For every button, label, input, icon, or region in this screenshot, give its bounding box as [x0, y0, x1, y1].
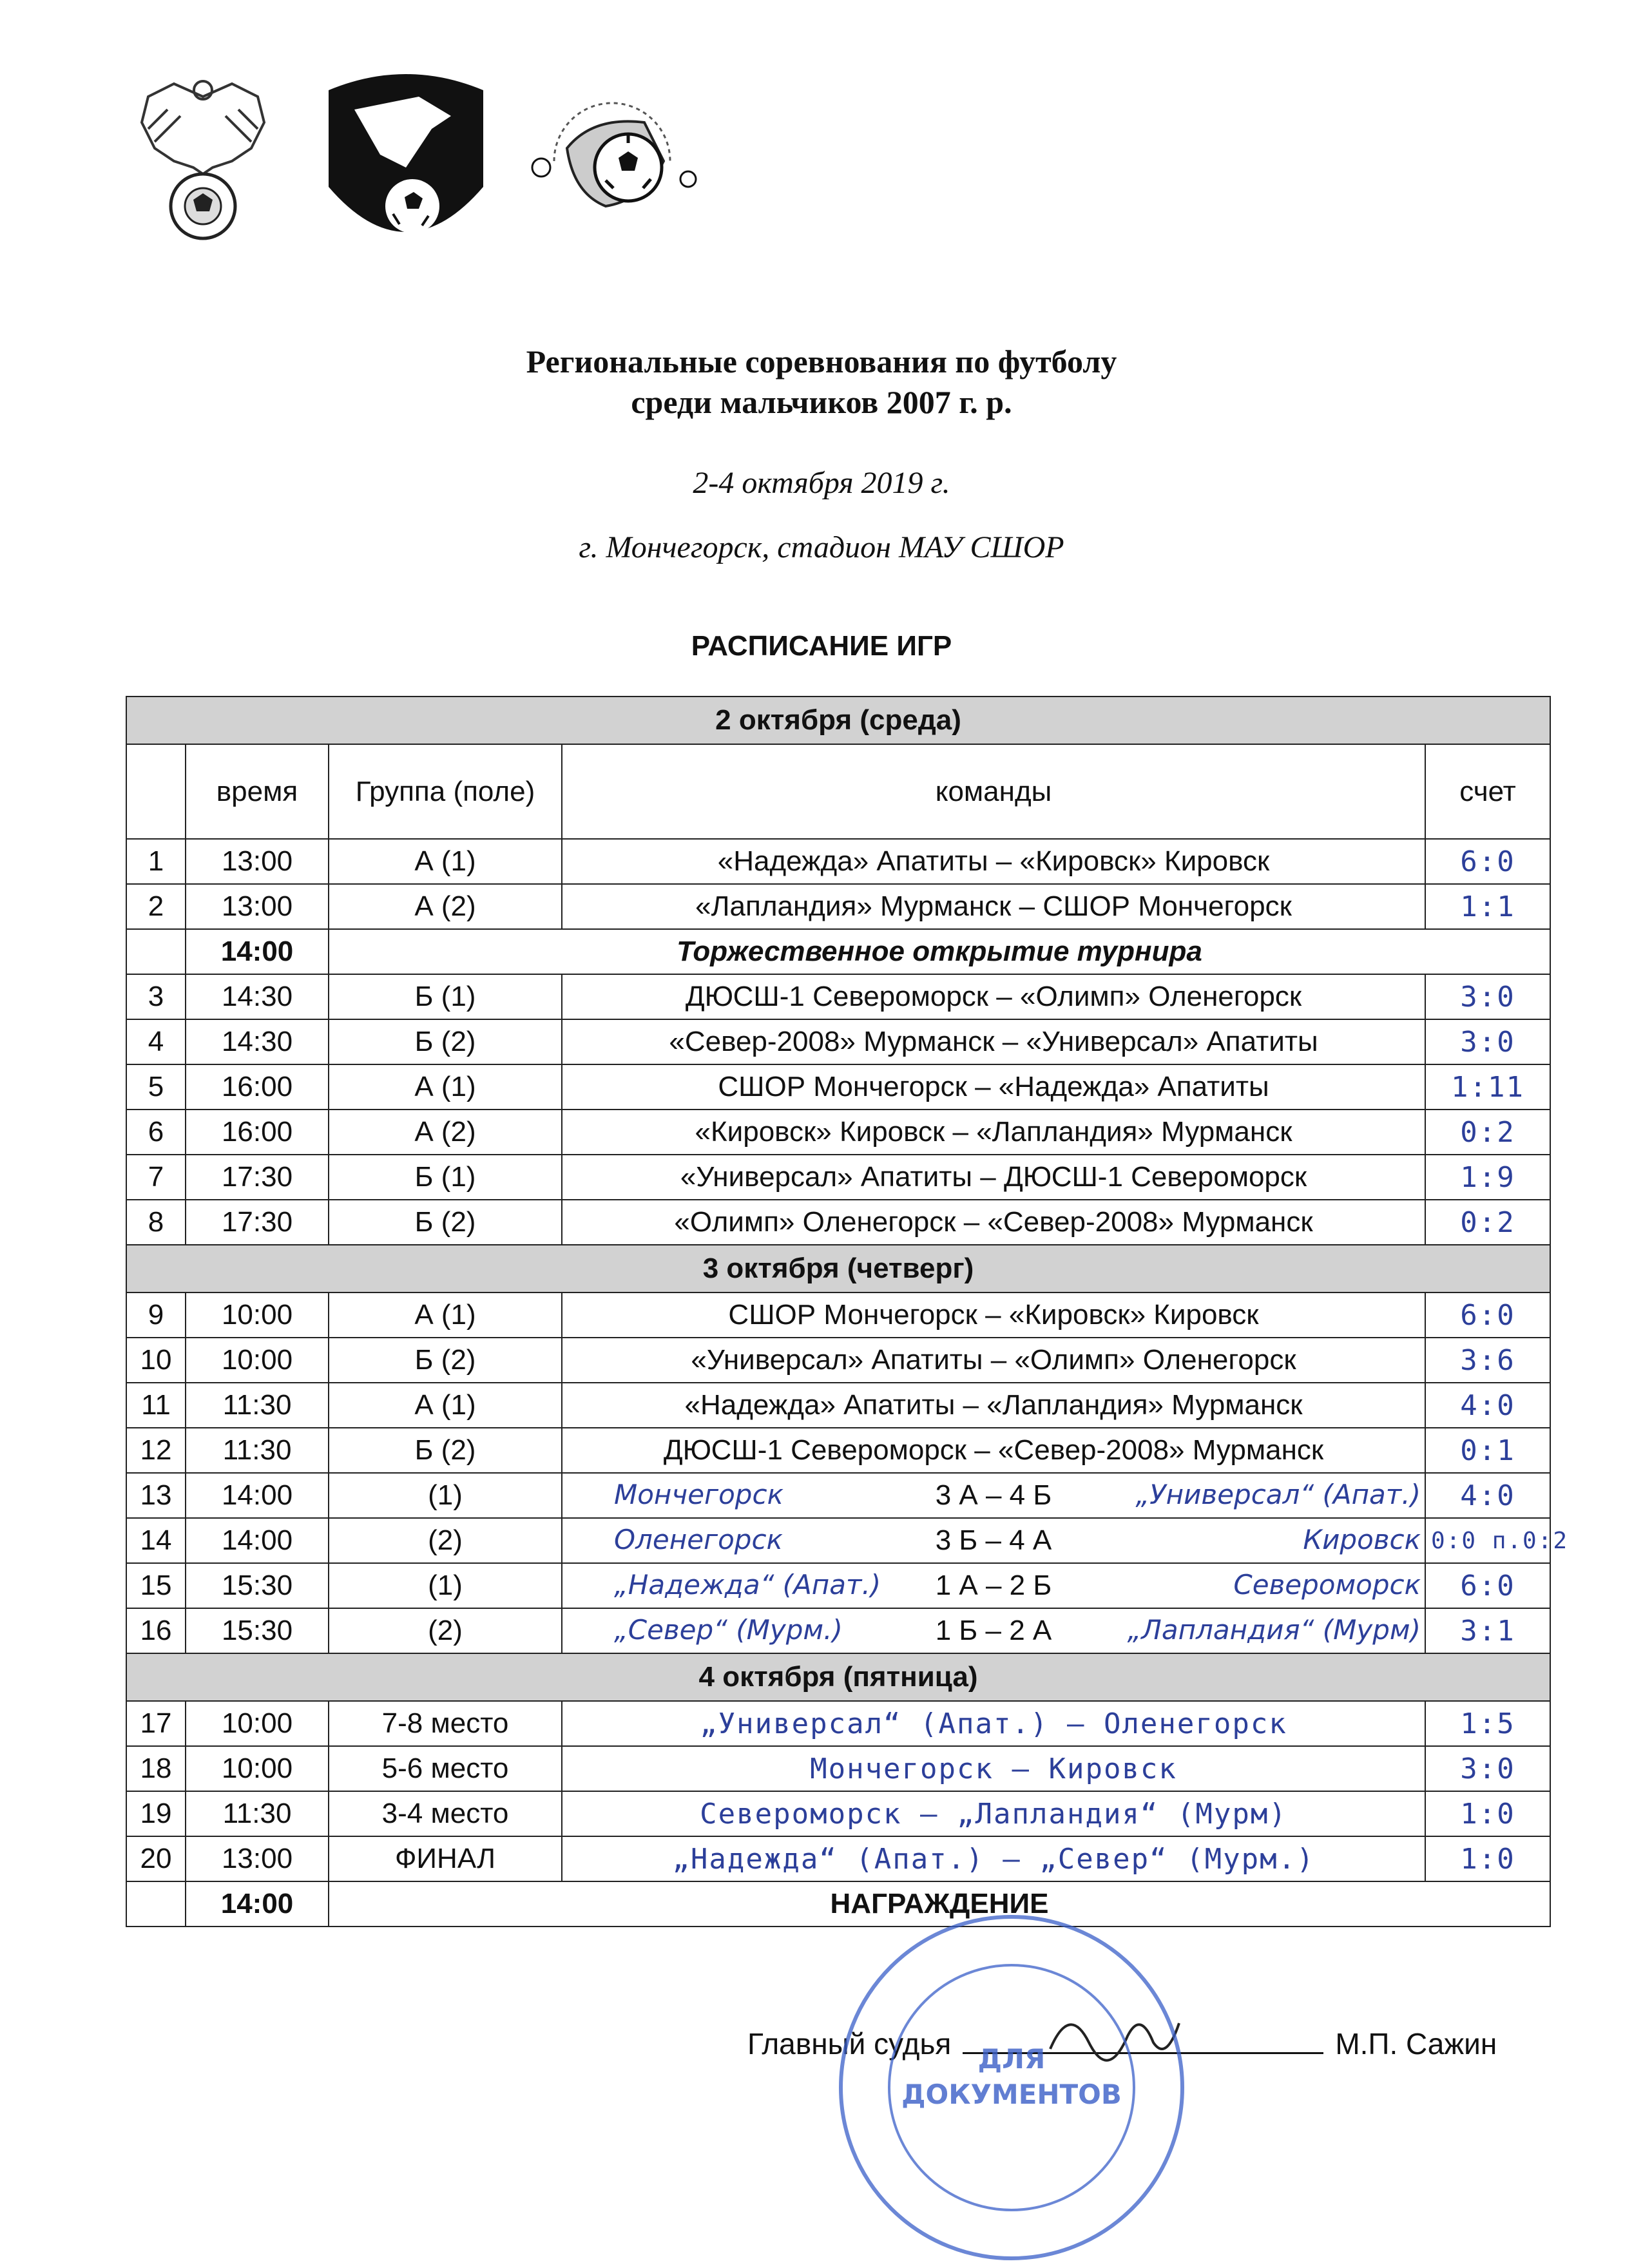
match-number: 10: [126, 1338, 186, 1383]
match-teams: „Надежда“ (Апат.) — „Север“ (Мурм.): [562, 1836, 1425, 1881]
table-row: [126, 1608, 1550, 1653]
chief-referee-label: Главный судья: [747, 2027, 952, 2061]
match-number: 4: [126, 1019, 186, 1064]
match-time: 10:00: [186, 1338, 329, 1383]
match-time: 11:30: [186, 1428, 329, 1473]
match-number: 1: [126, 839, 186, 884]
match-score: 6:0: [1425, 1293, 1550, 1338]
team-left: „Север“ (Мурм.): [614, 1614, 843, 1646]
match-number: 17: [126, 1701, 186, 1746]
table-row: [126, 884, 1550, 929]
match-time: 10:00: [186, 1746, 329, 1791]
title-line-2: среди мальчиков 2007 г. р.: [631, 384, 1012, 420]
header-score: счет: [1425, 744, 1550, 839]
match-time: 11:30: [186, 1791, 329, 1836]
table-row: [126, 839, 1550, 884]
stamp-text-1: ДЛЯ: [977, 2043, 1046, 2075]
table-row: [126, 1563, 1550, 1608]
table-row: [126, 1064, 1550, 1110]
special-text: НАГРАЖДЕНИЕ: [329, 1881, 1550, 1927]
day-label: 4 октября (пятница): [126, 1653, 1550, 1701]
table-row: [126, 974, 1550, 1019]
match-score: 3:0: [1425, 1746, 1550, 1791]
table-row: [126, 1110, 1550, 1155]
match-number: 19: [126, 1791, 186, 1836]
match-score: 1:5: [1425, 1701, 1550, 1746]
match-group: ФИНАЛ: [329, 1836, 562, 1881]
match-number: 5: [126, 1064, 186, 1110]
stamp-text-2: ДОКУМЕНТОВ: [901, 2079, 1122, 2110]
team-right: Североморск: [1233, 1569, 1421, 1600]
match-group: Б (2): [329, 1338, 562, 1383]
match-number: 18: [126, 1746, 186, 1791]
match-teams: Мончегорск — Кировск: [562, 1746, 1425, 1791]
playoff-pairing: 1 Б – 2 А: [935, 1615, 1052, 1646]
match-score: 4:0: [1425, 1383, 1550, 1428]
match-time: 14:00: [186, 1518, 329, 1563]
match-score: 1:1: [1425, 884, 1550, 929]
match-time: 10:00: [186, 1293, 329, 1338]
playoff-pairing: 3 А – 4 Б: [935, 1479, 1052, 1511]
match-group: (2): [329, 1518, 562, 1563]
match-number: 3: [126, 974, 186, 1019]
match-group: 7-8 место: [329, 1701, 562, 1746]
table-row: [126, 1200, 1550, 1245]
match-time: 16:00: [186, 1110, 329, 1155]
match-number: 12: [126, 1428, 186, 1473]
team-left: Оленегорск: [614, 1524, 783, 1555]
table-row: [126, 1428, 1550, 1473]
match-group: Б (1): [329, 1155, 562, 1200]
event-venue: г. Мончегорск, стадион МАУ СШОР: [579, 530, 1064, 564]
table-row: [126, 1791, 1550, 1836]
match-group: 5-6 место: [329, 1746, 562, 1791]
match-teams: «Надежда» Апатиты – «Лапландия» Мурманск: [562, 1383, 1425, 1428]
table-header-row: [126, 744, 1550, 839]
header-number: [126, 744, 186, 839]
match-score: 1:0: [1425, 1791, 1550, 1836]
special-time: 14:00: [186, 1881, 329, 1927]
match-teams: «Надежда» Апатиты – «Кировск» Кировск: [562, 839, 1425, 884]
match-time: 13:00: [186, 839, 329, 884]
match-group: (1): [329, 1563, 562, 1608]
match-time: 13:00: [186, 884, 329, 929]
day-row: [126, 1653, 1550, 1701]
table-row: [126, 1383, 1550, 1428]
match-time: 15:30: [186, 1608, 329, 1653]
day-row: [126, 697, 1550, 744]
table-row: [126, 1473, 1550, 1518]
header-teams: команды: [562, 744, 1425, 839]
match-score: 0:1: [1425, 1428, 1550, 1473]
match-teams: «Олимп» Оленегорск – «Север-2008» Мурманск: [562, 1200, 1425, 1245]
table-row: [126, 1518, 1550, 1563]
match-score: 1:11: [1425, 1064, 1550, 1110]
match-time: 15:30: [186, 1563, 329, 1608]
table-row: [126, 1836, 1550, 1881]
match-group: 3-4 место: [329, 1791, 562, 1836]
match-score: 0:0 п.0:2: [1425, 1518, 1550, 1563]
table-row: [126, 1155, 1550, 1200]
table-row: [126, 1293, 1550, 1338]
match-number: 16: [126, 1608, 186, 1653]
header-group: Группа (поле): [329, 744, 562, 839]
row-number-empty: [126, 929, 186, 974]
match-teams: „Универсал“ (Апат.) — Оленегорск: [562, 1701, 1425, 1746]
title-line-1: Региональные соревнования по футболу: [526, 343, 1117, 380]
match-time: 13:00: [186, 1836, 329, 1881]
match-teams: [562, 1518, 1425, 1563]
match-score: 6:0: [1425, 839, 1550, 884]
match-score: 0:2: [1425, 1110, 1550, 1155]
schedule-heading: РАСПИСАНИЕ ИГР: [691, 630, 952, 662]
day-label: 2 октября (среда): [126, 697, 1550, 744]
match-score: 6:0: [1425, 1563, 1550, 1608]
team-right: Кировск: [1303, 1524, 1421, 1555]
header-logos: [129, 71, 709, 277]
day-label: 3 октября (четверг): [126, 1245, 1550, 1293]
table-row: [126, 1338, 1550, 1383]
playoff-pairing: 3 Б – 4 А: [935, 1524, 1052, 1556]
match-teams: ДЮСШ-1 Североморск – «Олимп» Оленегорск: [562, 974, 1425, 1019]
team-right: „Универсал“ (Апат.): [1135, 1479, 1421, 1510]
match-number: 9: [126, 1293, 186, 1338]
table-row: [126, 1746, 1550, 1791]
match-teams: ДЮСШ-1 Североморск – «Север-2008» Мурманск: [562, 1428, 1425, 1473]
match-number: 2: [126, 884, 186, 929]
match-time: 10:00: [186, 1701, 329, 1746]
match-score: 3:0: [1425, 1019, 1550, 1064]
special-text: Торжественное открытие турнира: [329, 929, 1550, 974]
match-teams: «Универсал» Апатиты – «Олимп» Оленегорск: [562, 1338, 1425, 1383]
match-group: А (1): [329, 1293, 562, 1338]
match-teams: [562, 1563, 1425, 1608]
event-dates: 2-4 октября 2019 г.: [693, 466, 950, 500]
schedule-table: [126, 696, 1569, 1927]
match-group: Б (2): [329, 1019, 562, 1064]
match-score: 0:2: [1425, 1200, 1550, 1245]
match-score: 3:1: [1425, 1608, 1550, 1653]
match-group: Б (1): [329, 974, 562, 1019]
rfs-eagle-emblem-icon: [129, 71, 277, 251]
match-score: 3:0: [1425, 974, 1550, 1019]
match-group: Б (2): [329, 1428, 562, 1473]
match-teams: [562, 1608, 1425, 1653]
table-row: [126, 1019, 1550, 1064]
match-score: 1:9: [1425, 1155, 1550, 1200]
special-time: 14:00: [186, 929, 329, 974]
chief-referee-name: М.П. Сажин: [1335, 2027, 1497, 2061]
match-score: 3:6: [1425, 1338, 1550, 1383]
match-time: 16:00: [186, 1064, 329, 1110]
playoff-pairing: 1 А – 2 Б: [935, 1570, 1052, 1601]
match-number: 13: [126, 1473, 186, 1518]
team-left: „Надежда“ (Апат.): [614, 1569, 881, 1600]
match-time: 17:30: [186, 1155, 329, 1200]
match-number: 8: [126, 1200, 186, 1245]
match-score: 1:0: [1425, 1836, 1550, 1881]
team-left: Мончегорск: [614, 1479, 783, 1510]
official-stamp-icon: [831, 1907, 1192, 2268]
match-time: 17:30: [186, 1200, 329, 1245]
match-group: А (1): [329, 839, 562, 884]
row-number-empty: [126, 1881, 186, 1927]
match-score: 4:0: [1425, 1473, 1550, 1518]
match-teams: СШОР Мончегорск – «Кировск» Кировск: [562, 1293, 1425, 1338]
match-group: А (1): [329, 1383, 562, 1428]
match-time: 14:00: [186, 1473, 329, 1518]
match-number: 15: [126, 1563, 186, 1608]
match-teams: [562, 1473, 1425, 1518]
match-group: А (2): [329, 1110, 562, 1155]
match-number: 20: [126, 1836, 186, 1881]
match-group: (2): [329, 1608, 562, 1653]
match-teams: «Универсал» Апатиты – ДЮСШ-1 Североморск: [562, 1155, 1425, 1200]
match-time: 14:30: [186, 974, 329, 1019]
match-teams: СШОР Мончегорск – «Надежда» Апатиты: [562, 1064, 1425, 1110]
regional-union-shield-icon: [316, 71, 496, 264]
match-group: А (2): [329, 884, 562, 929]
team-right: „Лапландия“ (Мурм): [1127, 1614, 1421, 1646]
match-teams: «Север-2008» Мурманск – «Универсал» Апатиты: [562, 1019, 1425, 1064]
murmansk-federation-ball-icon: [515, 71, 709, 251]
match-time: 14:30: [186, 1019, 329, 1064]
header-time: время: [186, 744, 329, 839]
ceremony-row: [126, 929, 1550, 974]
match-group: А (1): [329, 1064, 562, 1110]
match-number: 7: [126, 1155, 186, 1200]
match-group: Б (2): [329, 1200, 562, 1245]
match-number: 14: [126, 1518, 186, 1563]
match-teams: «Кировск» Кировск – «Лапландия» Мурманск: [562, 1110, 1425, 1155]
table-row: [126, 1701, 1550, 1746]
match-teams: «Лапландия» Мурманск – СШОР Мончегорск: [562, 884, 1425, 929]
match-group: (1): [329, 1473, 562, 1518]
match-number: 11: [126, 1383, 186, 1428]
match-teams: Североморск — „Лапландия“ (Мурм): [562, 1791, 1425, 1836]
day-row: [126, 1245, 1550, 1293]
match-number: 6: [126, 1110, 186, 1155]
match-time: 11:30: [186, 1383, 329, 1428]
